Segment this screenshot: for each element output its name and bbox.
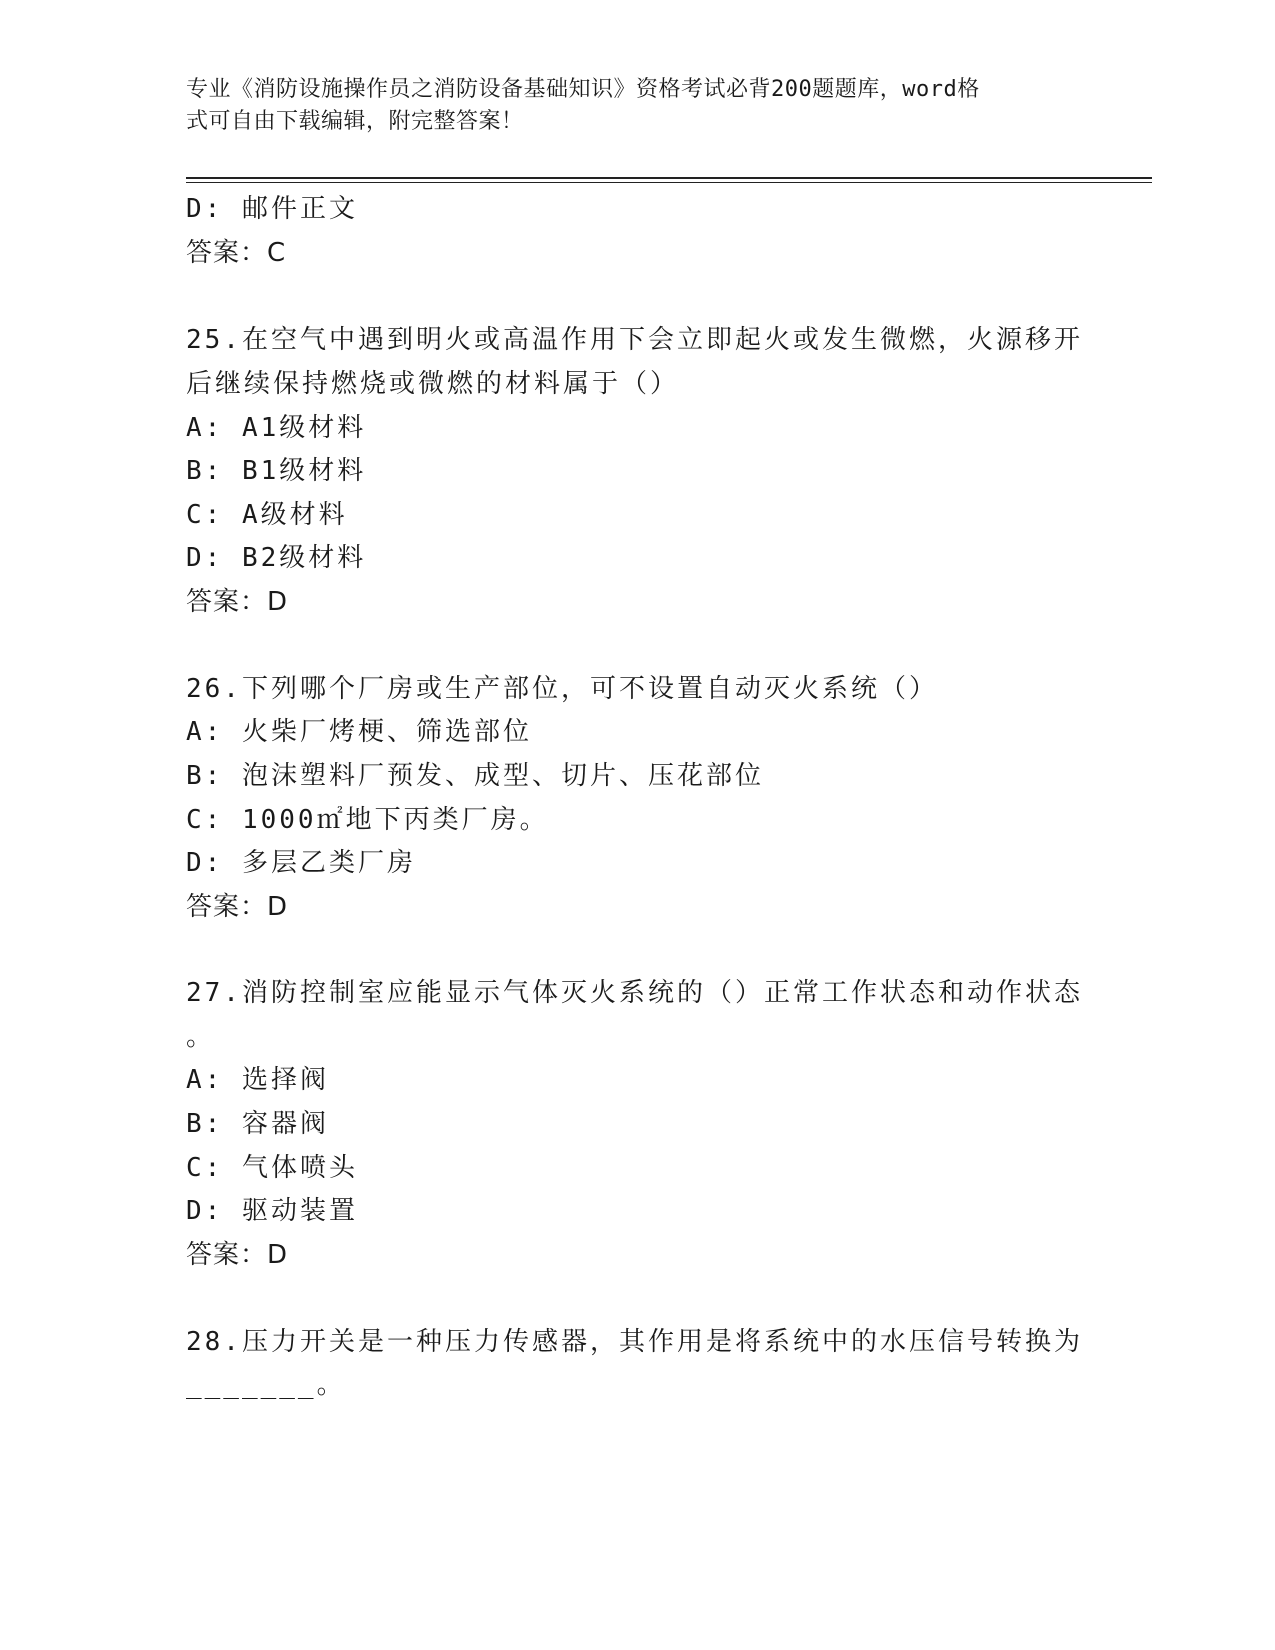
q27-option-b: B: 容器阀 bbox=[186, 1109, 329, 1139]
q28-text-line-2: _______。 bbox=[186, 1370, 346, 1400]
prev-answer: 答案：C bbox=[186, 238, 287, 268]
q25-option-b: B: B1级材料 bbox=[186, 456, 367, 486]
q25-option-a: A: A1级材料 bbox=[186, 413, 367, 443]
q25-option-c: C: A级材料 bbox=[186, 500, 348, 530]
q27-text-line-1: 27.消防控制室应能显示气体灭火系统的（）正常工作状态和动作状态 bbox=[186, 978, 1083, 1008]
q26-option-c: C: 1000㎡地下丙类厂房。 bbox=[186, 805, 549, 835]
q26-answer: 答案：D bbox=[186, 892, 289, 922]
q28-text-line-1: 28.压力开关是一种压力传感器，其作用是将系统中的水压信号转换为 bbox=[186, 1327, 1083, 1357]
q25-text-line-2: 后继续保持燃烧或微燃的材料属于（） bbox=[186, 369, 680, 399]
q26-option-d: D: 多层乙类厂房 bbox=[186, 848, 416, 878]
q27-option-d: D: 驱动装置 bbox=[186, 1196, 358, 1226]
q25-text-line-1: 25.在空气中遇到明火或高温作用下会立即起火或发生微燃，火源移开 bbox=[186, 325, 1083, 355]
q25-answer: 答案：D bbox=[186, 587, 289, 617]
document-header bbox=[186, 74, 1066, 138]
prev-option-d: D: 邮件正文 bbox=[186, 194, 358, 224]
q26-text-line-1: 26.下列哪个厂房或生产部位，可不设置自动灭火系统（） bbox=[186, 674, 938, 704]
q26-option-a: A: 火柴厂烤梗、筛选部位 bbox=[186, 717, 532, 747]
header-line-1: 专业《消防设施操作员之消防设备基础知识》资格考试必背200题题库，word格 bbox=[186, 77, 980, 102]
q27-option-c: C: 气体喷头 bbox=[186, 1153, 358, 1183]
q27-answer: 答案：D bbox=[186, 1240, 289, 1270]
q25-option-d: D: B2级材料 bbox=[186, 543, 367, 573]
header-line-2: 式可自由下载编辑，附完整答案！ bbox=[186, 109, 524, 134]
q26-option-b: B: 泡沫塑料厂预发、成型、切片、压花部位 bbox=[186, 761, 764, 791]
q27-text-line-2: 。 bbox=[186, 1022, 216, 1052]
q27-option-a: A: 选择阀 bbox=[186, 1065, 329, 1095]
header-divider-thin bbox=[186, 182, 1152, 183]
header-divider-thick bbox=[186, 177, 1152, 179]
